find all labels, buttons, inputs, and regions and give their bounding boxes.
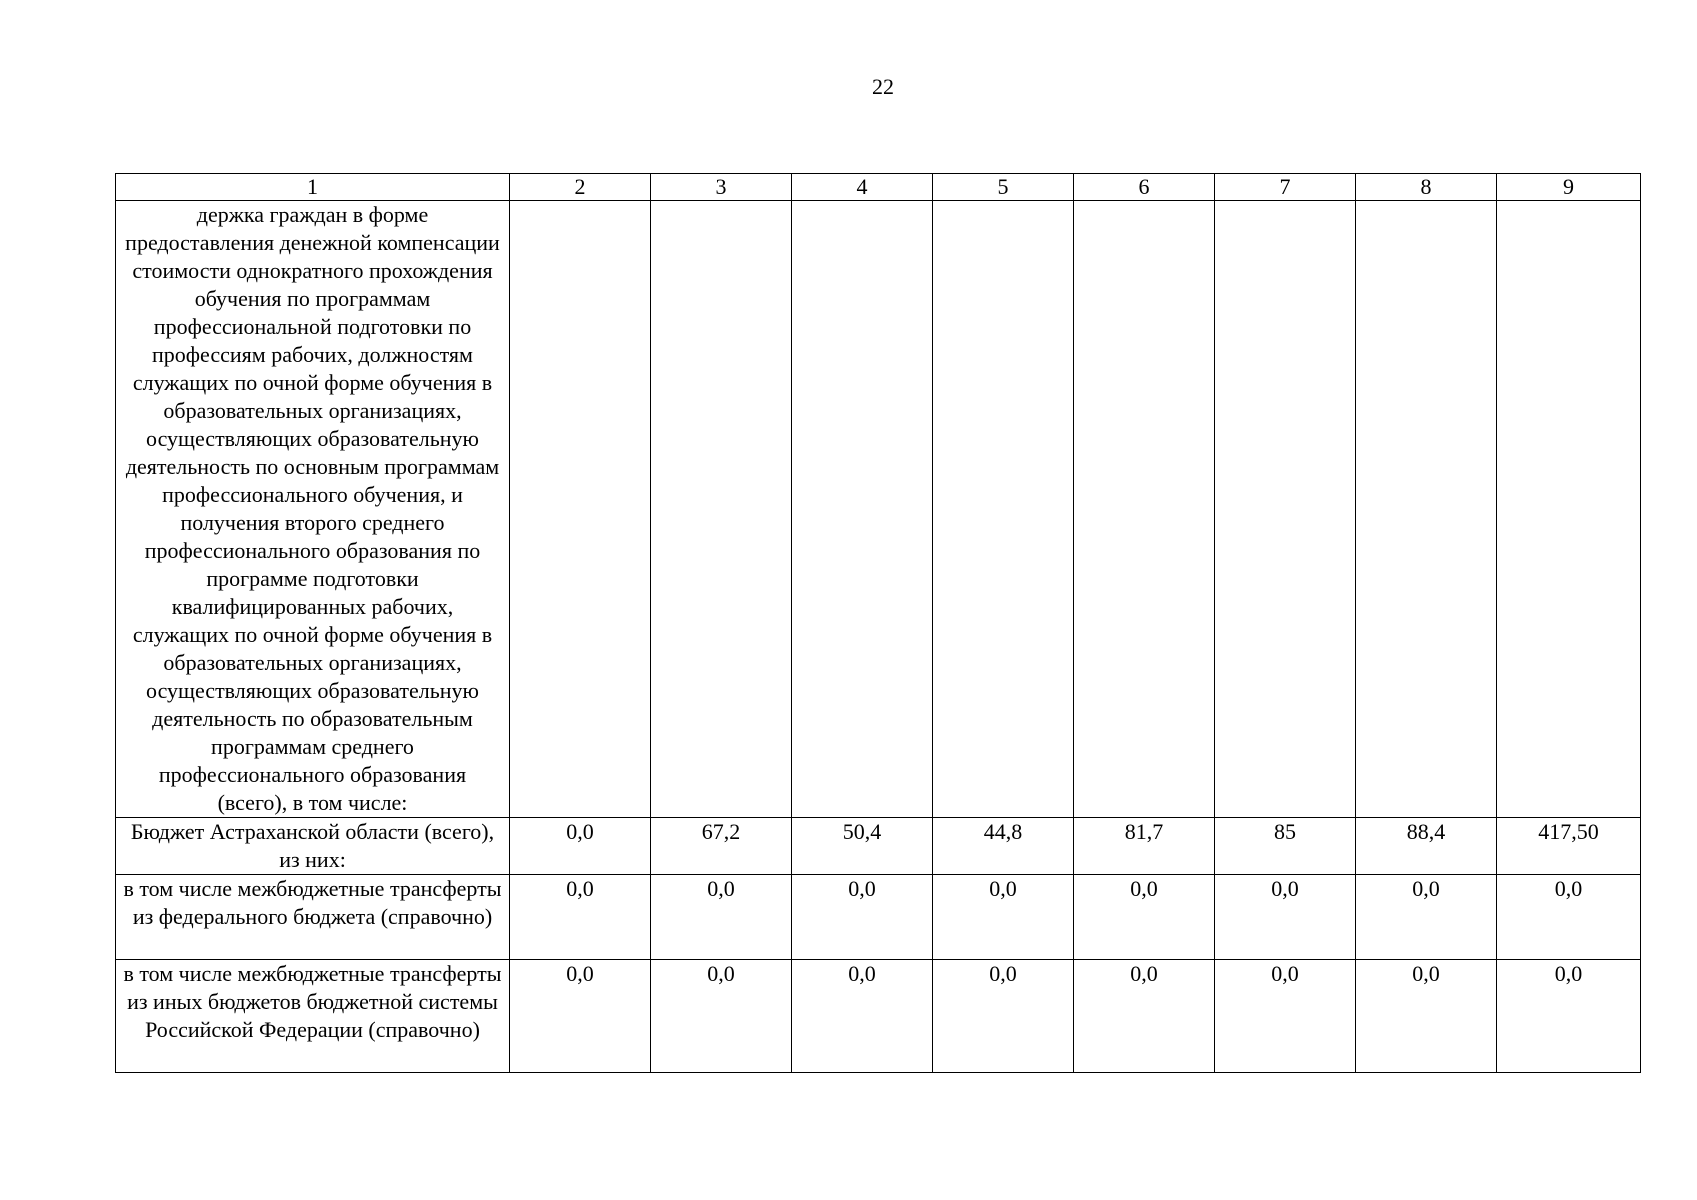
- row-value: 0,0: [510, 960, 651, 1073]
- page-number: 22: [872, 74, 894, 99]
- row-value: [1215, 201, 1356, 818]
- row-value: 0,0: [1497, 960, 1641, 1073]
- column-header: 2: [510, 174, 651, 201]
- row-value: 0,0: [1074, 875, 1215, 960]
- row-value: [1356, 201, 1497, 818]
- row-value: [651, 201, 792, 818]
- table-header-row: [116, 174, 1641, 201]
- column-header: 7: [1215, 174, 1356, 201]
- row-label: Бюджет Астраханской области (всего), из них:: [116, 818, 510, 875]
- row-value: 0,0: [1215, 875, 1356, 960]
- row-value: 0,0: [933, 960, 1074, 1073]
- table-row: [116, 960, 1641, 1073]
- column-header: 5: [933, 174, 1074, 201]
- row-value: 0,0: [1497, 875, 1641, 960]
- row-value: 0,0: [510, 818, 651, 875]
- row-value: 0,0: [510, 875, 651, 960]
- row-value: 44,8: [933, 818, 1074, 875]
- row-value: 0,0: [792, 960, 933, 1073]
- row-value: 88,4: [1356, 818, 1497, 875]
- table-row: [116, 875, 1641, 960]
- table-row: [116, 818, 1641, 875]
- row-value: 50,4: [792, 818, 933, 875]
- row-value: 0,0: [1074, 960, 1215, 1073]
- row-value: [1497, 201, 1641, 818]
- row-value: 0,0: [933, 875, 1074, 960]
- row-value: 417,50: [1497, 818, 1641, 875]
- column-header: 3: [651, 174, 792, 201]
- row-value: 0,0: [1215, 960, 1356, 1073]
- row-value: 0,0: [651, 875, 792, 960]
- row-value: 0,0: [1356, 960, 1497, 1073]
- row-label: в том числе межбюджетные трансферты из иных бюджетов бюджетной системы Российской Федерации (справочно): [116, 960, 510, 1073]
- row-value: [792, 201, 933, 818]
- row-value: [510, 201, 651, 818]
- table-row: [116, 201, 1641, 818]
- column-header: 1: [116, 174, 510, 201]
- row-value: 81,7: [1074, 818, 1215, 875]
- row-label: держка граждан в форме предоставления денежной компенсации стоимости однократного прохождения обучения по программам профессиональной подготовки по профессиям рабочих, должностям служащих по очной форме обучения в образовательных организациях, осуществляющих образовательную деятельность по основным программам профессионального обучения, и получения второго среднего профессионального образования по программе подготовки квалифицированных рабочих, служащих по очной форме обучения в образовательных организациях, осуществляющих образовательную деятельность по образовательным программам среднего профессионального образования (всего), в том числе:: [116, 201, 510, 818]
- row-value: 0,0: [1356, 875, 1497, 960]
- row-value: 67,2: [651, 818, 792, 875]
- row-value: [933, 201, 1074, 818]
- column-header: 4: [792, 174, 933, 201]
- row-value: [1074, 201, 1215, 818]
- column-header: 6: [1074, 174, 1215, 201]
- column-header: 9: [1497, 174, 1641, 201]
- column-header: 8: [1356, 174, 1497, 201]
- row-label: в том числе межбюджетные трансферты из федерального бюджета (справочно): [116, 875, 510, 960]
- row-value: 0,0: [792, 875, 933, 960]
- financing-table: [115, 173, 1641, 1073]
- row-value: 85: [1215, 818, 1356, 875]
- row-value: 0,0: [651, 960, 792, 1073]
